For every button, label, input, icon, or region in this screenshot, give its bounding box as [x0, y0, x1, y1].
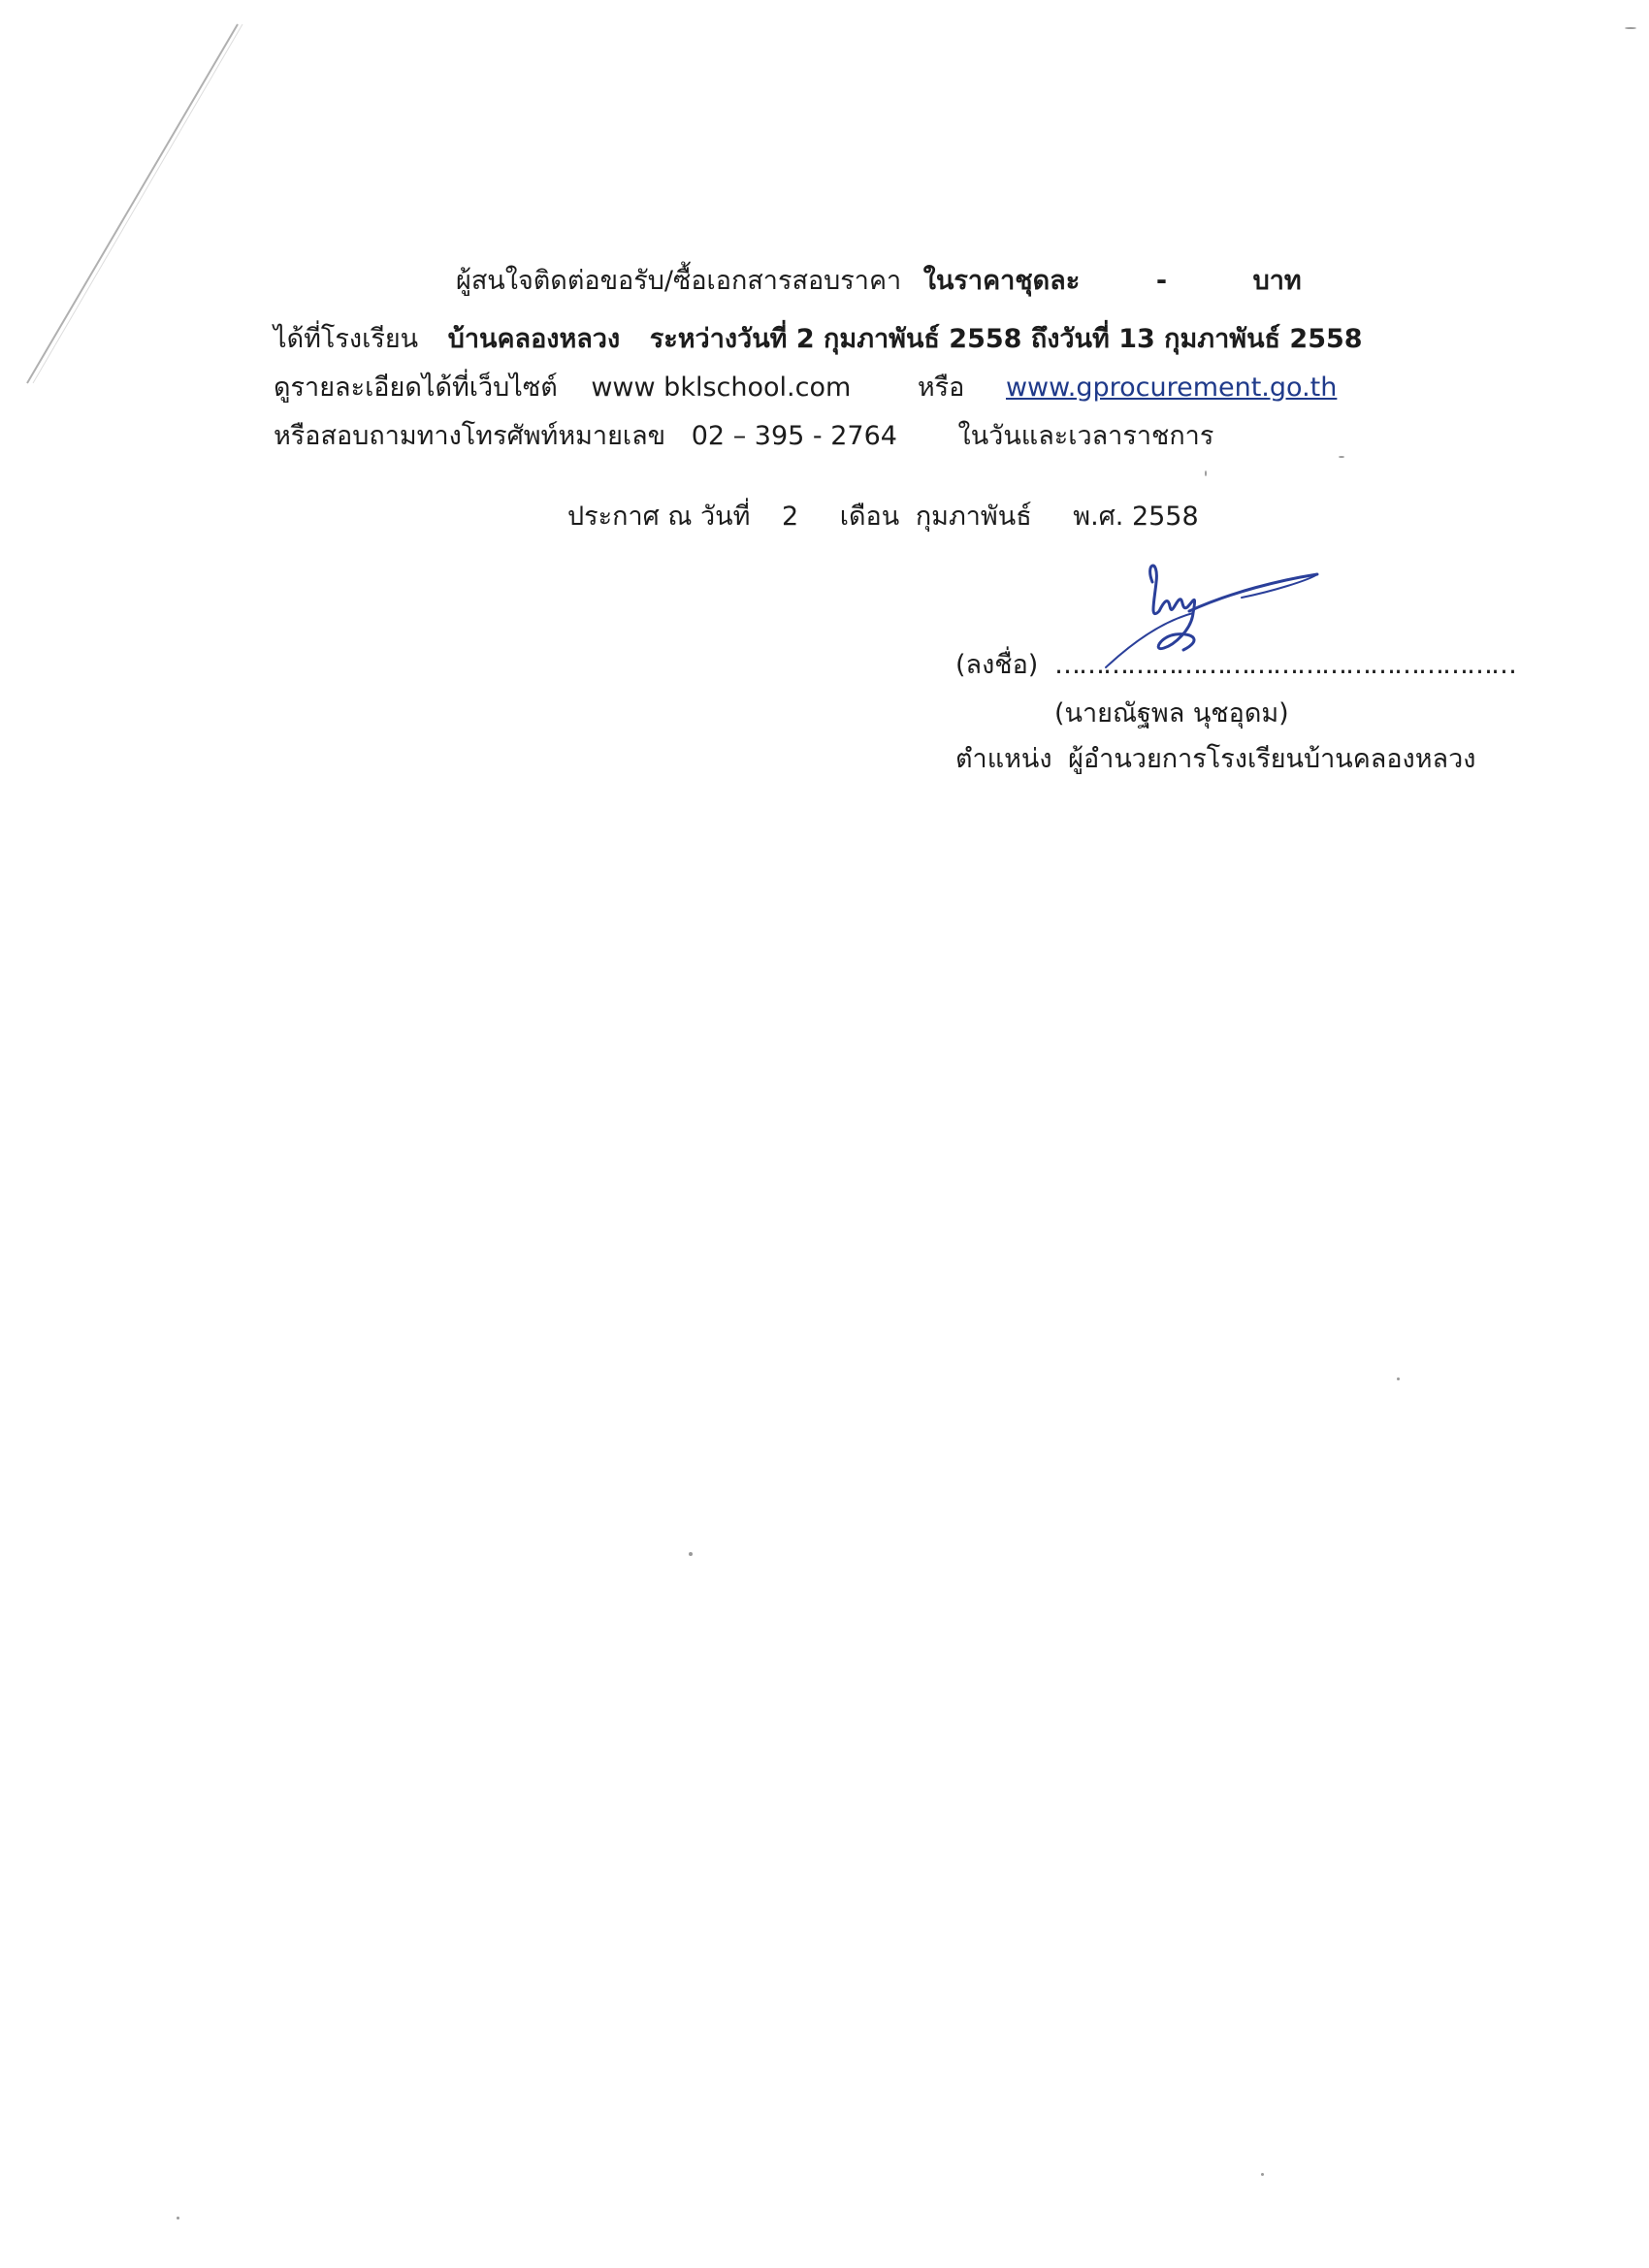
notice-line-4 — [274, 419, 1213, 454]
scan-speck — [1625, 27, 1636, 29]
phone-number: 02 – 395 - 2764 — [691, 421, 897, 451]
announce-label: ประกาศ ณ วันที่ — [567, 502, 751, 532]
signatory-position — [955, 742, 1475, 777]
signatory-name — [1054, 697, 1289, 731]
or-text: หรือ — [917, 373, 965, 403]
sign-label: (ลงชื่อ) — [955, 650, 1039, 680]
scan-speck — [1205, 470, 1207, 476]
notice-line-3 — [274, 371, 1337, 405]
website-school: www bklschool.com — [591, 373, 852, 403]
signatory-name-text: (นายณัฐพล นุชอุดม) — [1054, 698, 1289, 729]
signature-line — [955, 648, 1515, 683]
position-label: ตำแหน่ง — [955, 744, 1052, 774]
announce-day: 2 — [782, 502, 799, 532]
price-label: ในราคาชุดละ — [922, 266, 1081, 296]
notice-line-1 — [456, 264, 1302, 299]
announce-month: กุมภาพันธ์ — [915, 502, 1032, 532]
scan-speck — [1261, 2173, 1264, 2176]
scan-speck — [1397, 1377, 1400, 1380]
announce-year: พ.ศ. 2558 — [1073, 502, 1199, 532]
price-unit: บาท — [1252, 266, 1302, 296]
notice-text-2: ได้ที่โรงเรียน — [274, 324, 419, 354]
position-text: ผู้อำนวยการโรงเรียนบ้านคลองหลวง — [1068, 744, 1476, 774]
notice-text-3: ดูรายละเอียดได้ที่เว็บไซต์ — [274, 373, 558, 403]
school-name: บ้านคลองหลวง — [447, 324, 621, 354]
website-gprocurement-link[interactable]: www.gprocurement.go.th — [1005, 373, 1338, 403]
notice-text-1: ผู้สนใจติดต่อขอรับ/ซื้อเอกสารสอบราคา — [456, 266, 902, 296]
price-value: - — [1155, 266, 1168, 296]
scan-speck — [177, 2217, 179, 2219]
announcement-date — [567, 500, 1199, 535]
handwritten-signature — [1067, 553, 1339, 708]
scan-speck — [1339, 456, 1344, 458]
announce-month-label: เดือน — [839, 502, 900, 532]
sale-period: ระหว่างวันที่ 2 กุมภาพันธ์ 2558 ถึงวันที่ 13 กุมภาพันธ์ 2558 — [649, 324, 1363, 354]
sign-dots: ………………………………………………… — [1053, 650, 1515, 680]
scan-speck — [689, 1552, 693, 1556]
notice-line-2 — [274, 322, 1363, 357]
scan-crease-mark — [0, 0, 291, 407]
notice-text-4: หรือสอบถามทางโทรศัพท์หมายเลข — [274, 421, 666, 451]
office-hours: ในวันและเวลาราชการ — [957, 421, 1214, 451]
